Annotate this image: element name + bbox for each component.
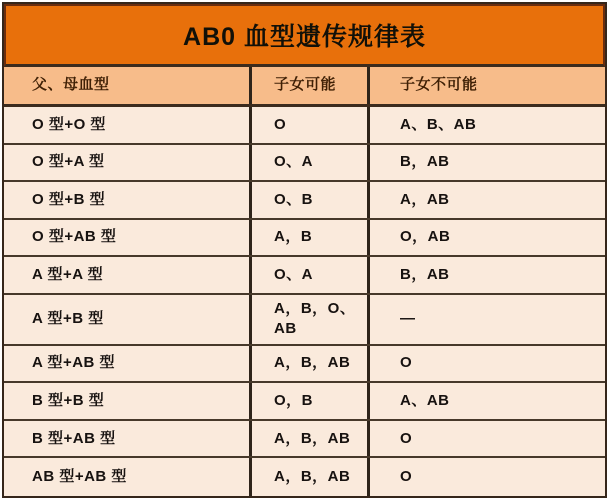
cell-possible: A，B，AB — [249, 421, 370, 457]
cell-parents: AB 型+AB 型 — [32, 468, 127, 486]
table-row — [4, 220, 605, 258]
cell-impossible: B，AB — [400, 265, 450, 283]
table-row — [4, 346, 605, 384]
table-row — [4, 421, 605, 459]
header-impossible: 子女不可能 — [400, 76, 478, 94]
table-title: AB0 血型遗传规律表 — [4, 4, 605, 67]
cell-parents: O 型+O 型 — [32, 115, 106, 133]
cell-possible: A，B，O、AB — [249, 295, 370, 344]
cell-impossible: O，AB — [400, 228, 451, 246]
table-row — [4, 383, 605, 421]
cell-impossible: A、B、AB — [400, 115, 477, 133]
cell-impossible: — — [400, 310, 416, 328]
cell-impossible: O — [400, 429, 413, 447]
header-possible: 子女可能 — [249, 67, 370, 104]
cell-parents: A 型+A 型 — [32, 265, 104, 283]
cell-impossible: A，AB — [400, 190, 450, 208]
cell-impossible: B，AB — [400, 153, 450, 171]
cell-possible: A，B — [249, 220, 370, 256]
cell-possible: O、B — [249, 182, 370, 218]
cell-parents: B 型+B 型 — [32, 392, 105, 410]
cell-parents: O 型+A 型 — [32, 153, 105, 171]
blood-type-table — [2, 2, 607, 498]
cell-impossible: A、AB — [400, 392, 450, 410]
table-row — [4, 295, 605, 346]
cell-impossible: O — [400, 468, 413, 486]
cell-possible: O、A — [249, 145, 370, 181]
cell-parents: B 型+AB 型 — [32, 429, 116, 447]
header-parents: 父、母血型 — [32, 76, 110, 94]
cell-parents: O 型+B 型 — [32, 190, 106, 208]
table-row — [4, 107, 605, 145]
cell-parents: A 型+AB 型 — [32, 354, 116, 372]
table-row — [4, 145, 605, 183]
cell-possible: A，B，AB — [249, 346, 370, 382]
cell-possible: A，B，AB — [249, 458, 370, 496]
cell-parents: O 型+AB 型 — [32, 228, 117, 246]
table-row — [4, 458, 605, 496]
table-row — [4, 257, 605, 295]
cell-possible: O、A — [249, 257, 370, 293]
table-row — [4, 182, 605, 220]
cell-possible: O，B — [249, 383, 370, 419]
cell-impossible: O — [400, 354, 413, 372]
cell-possible: O — [249, 107, 370, 143]
header-row — [4, 67, 605, 107]
cell-parents: A 型+B 型 — [32, 310, 104, 328]
